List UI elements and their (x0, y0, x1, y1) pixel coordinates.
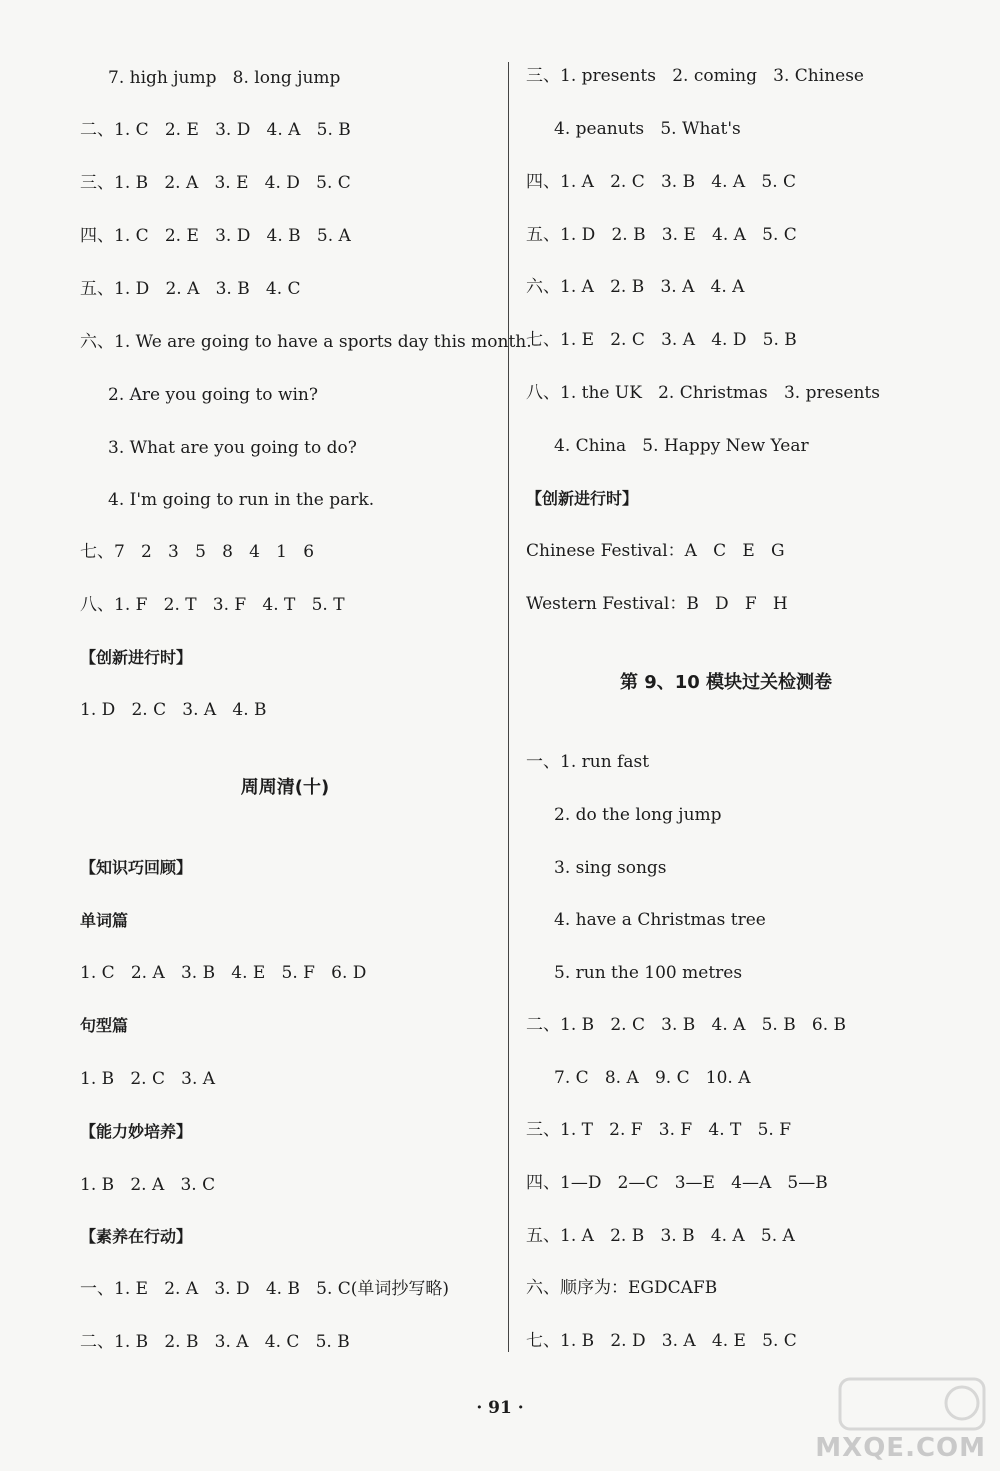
answer-line: 4. peanuts 5. What's (554, 119, 741, 139)
answer-line: 二、1. B 2. C 3. B 4. A 5. B 6. B (526, 1015, 847, 1035)
answer-line: 三、1. presents 2. coming 3. Chinese (526, 66, 864, 86)
answer-line: 1. B 2. A 3. C (80, 1175, 216, 1195)
answer-line: Western Festival：B D F H (526, 594, 788, 614)
answer-line: 二、1. B 2. B 3. A 4. C 5. B (80, 1332, 350, 1352)
answer-line: 4. I'm going to run in the park. (108, 490, 375, 510)
section-heading: 单词篇 (80, 911, 129, 930)
answer-line: 7. C 8. A 9. C 10. A (554, 1068, 751, 1088)
answer-line: 八、1. F 2. T 3. F 4. T 5. T (80, 595, 345, 615)
page-number: · 91 · (476, 1398, 524, 1418)
answer-line: 1. C 2. A 3. B 4. E 5. F 6. D (80, 963, 367, 983)
answer-line: 1. B 2. C 3. A (80, 1069, 216, 1089)
answer-line: 二、1. C 2. E 3. D 4. A 5. B (80, 120, 351, 140)
answer-line: 六、顺序为：EGDCAFB (526, 1278, 718, 1298)
answer-line: 4. have a Christmas tree (554, 910, 766, 930)
answer-line: 七、1. B 2. D 3. A 4. E 5. C (526, 1331, 797, 1351)
answer-line: 三、1. T 2. F 3. F 4. T 5. F (526, 1120, 792, 1140)
section-title: 第 9、10 模块过关检测卷 (619, 672, 833, 693)
section-heading: 句型篇 (80, 1016, 129, 1035)
answer-line: 4. China 5. Happy New Year (554, 436, 809, 456)
answer-line: 3. What are you going to do? (108, 438, 357, 458)
answer-line: 六、1. A 2. B 3. A 4. A (526, 277, 745, 297)
answer-line: 四、1. C 2. E 3. D 4. B 5. A (80, 226, 351, 246)
section-heading: 【知识巧回顾】 (80, 858, 193, 877)
answer-line: 五、1. A 2. B 3. B 4. A 5. A (526, 1226, 795, 1246)
section-title: 周周清(十) (240, 777, 330, 798)
answer-line: 2. Are you going to win? (108, 385, 318, 405)
watermark-text: MXQE.COM (815, 1433, 986, 1463)
section-heading: 【能力妙培养】 (80, 1122, 193, 1141)
answer-line: 一、1. run fast (526, 752, 650, 772)
answer-line: 5. run the 100 metres (554, 963, 743, 983)
answer-line: 五、1. D 2. B 3. E 4. A 5. C (526, 225, 797, 245)
answer-line: 1. D 2. C 3. A 4. B (80, 700, 267, 720)
section-heading: 【素养在行动】 (80, 1227, 193, 1246)
column-divider (508, 62, 509, 1352)
answer-line: 一、1. E 2. A 3. D 4. B 5. C(单词抄写略) (80, 1279, 450, 1299)
answer-line: 四、1—D 2—C 3—E 4—A 5—B (526, 1173, 828, 1193)
section-heading: 【创新进行时】 (80, 648, 193, 667)
answer-line: 2. do the long jump (554, 805, 722, 825)
answer-line: 三、1. B 2. A 3. E 4. D 5. C (80, 173, 351, 193)
answer-line: 五、1. D 2. A 3. B 4. C (80, 279, 301, 299)
answer-line: 3. sing songs (554, 858, 667, 878)
answer-line: 六、1. We are going to have a sports day this month. (80, 332, 532, 352)
answer-line: 四、1. A 2. C 3. B 4. A 5. C (526, 172, 797, 192)
answer-line: 七、1. E 2. C 3. A 4. D 5. B (526, 330, 797, 350)
answer-line: Chinese Festival：A C E G (526, 541, 785, 561)
answer-line: 7. high jump 8. long jump (108, 68, 341, 88)
answer-line: 七、7 2 3 5 8 4 1 6 (80, 542, 315, 562)
answer-line: 八、1. the UK 2. Christmas 3. presents (526, 383, 880, 403)
section-heading: 【创新进行时】 (526, 489, 639, 508)
